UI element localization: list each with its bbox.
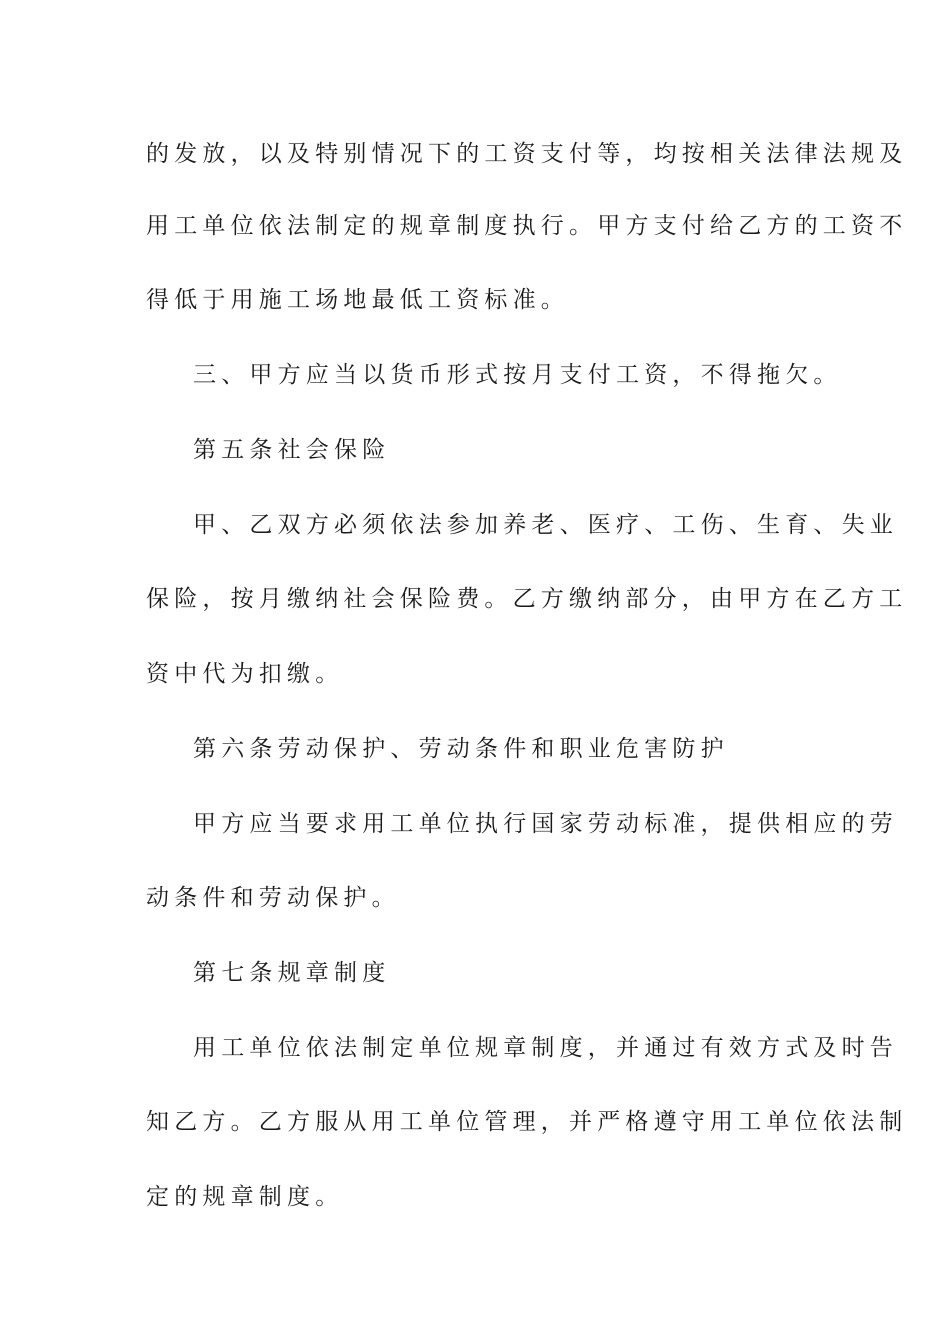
body-text-line: 知乙方。乙方服从用工单位管理，并严格遵守用工单位依法制 xyxy=(146,1109,908,1135)
body-text-line: 资中代为扣缴。 xyxy=(146,661,344,687)
section-heading-article-7: 第七条规章制度 xyxy=(193,960,391,986)
section-heading-article-5: 第五条社会保险 xyxy=(193,437,391,463)
section-heading-article-6: 第六条劳动保护、劳动条件和职业危害防护 xyxy=(193,736,729,762)
body-text-line: 用工单位依法制定的规章制度执行。甲方支付给乙方的工资不 xyxy=(146,213,908,239)
body-text-line: 动条件和劳动保护。 xyxy=(146,885,400,911)
body-text-line: 甲、乙双方必须依法参加养老、医疗、工伤、生育、失业 xyxy=(193,512,898,538)
list-item-three: 三、甲方应当以货币形式按月支付工资，不得拖欠。 xyxy=(193,362,842,388)
body-text-line: 甲方应当要求用工单位执行国家劳动标准，提供相应的劳 xyxy=(193,811,898,837)
body-text-line: 得低于用施工场地最低工资标准。 xyxy=(146,287,569,313)
body-text-line: 用工单位依法制定单位规章制度，并通过有效方式及时告 xyxy=(193,1035,898,1061)
body-text-line: 定的规章制度。 xyxy=(146,1184,344,1210)
body-text-line: 保险，按月缴纳社会保险费。乙方缴纳部分，由甲方在乙方工 xyxy=(146,586,908,612)
body-text-line: 的发放，以及特别情况下的工资支付等，均按相关法律法规及 xyxy=(146,141,908,167)
